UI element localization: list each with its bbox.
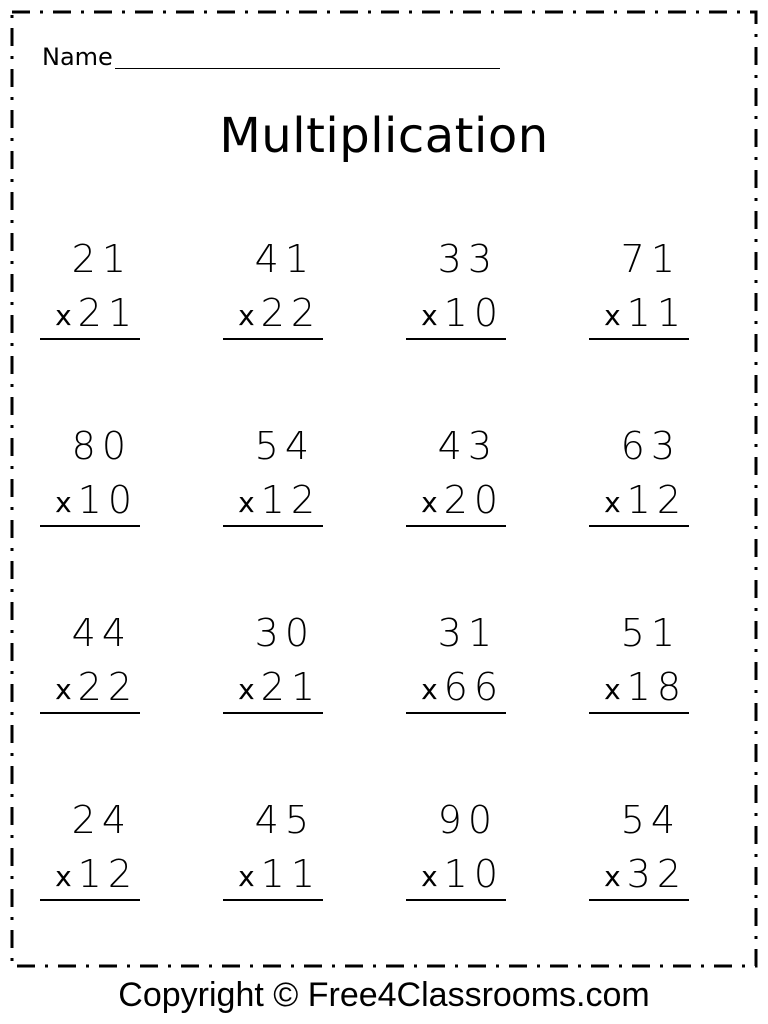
problem-bottom-number: 10 xyxy=(443,291,504,335)
problem-bottom-number: 21 xyxy=(260,665,321,709)
problem-top-number: 80 xyxy=(71,424,132,468)
times-sign: x xyxy=(238,673,255,706)
problem-top-number: 41 xyxy=(254,237,315,281)
problem-9 xyxy=(40,611,140,714)
problem-15 xyxy=(406,798,506,901)
answer-line[interactable] xyxy=(40,525,140,527)
problem-top-number: 71 xyxy=(620,237,681,281)
answer-line[interactable] xyxy=(589,899,689,901)
problem-top-number: 54 xyxy=(620,798,681,842)
problem-top-number: 21 xyxy=(71,237,132,281)
problem-bottom-number: 21 xyxy=(77,291,138,335)
answer-line[interactable] xyxy=(223,899,323,901)
answer-line[interactable] xyxy=(223,712,323,714)
problem-top-number: 54 xyxy=(254,424,315,468)
times-sign: x xyxy=(238,860,255,893)
problem-bottom-number: 20 xyxy=(443,478,504,522)
problem-7 xyxy=(406,424,506,527)
answer-line[interactable] xyxy=(40,899,140,901)
problem-5 xyxy=(40,424,140,527)
problem-top-number: 31 xyxy=(437,611,498,655)
problem-12 xyxy=(589,611,689,714)
answer-line[interactable] xyxy=(589,338,689,340)
problem-top-number: 33 xyxy=(437,237,498,281)
answer-line[interactable] xyxy=(406,338,506,340)
times-sign: x xyxy=(421,299,438,332)
problem-bottom-number: 32 xyxy=(626,852,687,896)
problem-4 xyxy=(589,237,689,340)
problem-bottom-number: 18 xyxy=(626,665,687,709)
problem-top-number: 44 xyxy=(71,611,132,655)
problem-bottom-number: 12 xyxy=(260,478,321,522)
copyright-footer: Copyright © Free4Classrooms.com xyxy=(118,976,650,1014)
problem-13 xyxy=(40,798,140,901)
times-sign: x xyxy=(238,299,255,332)
problem-1 xyxy=(40,237,140,340)
problem-3 xyxy=(406,237,506,340)
problem-bottom-number: 12 xyxy=(626,478,687,522)
times-sign: x xyxy=(55,486,72,519)
problem-top-number: 51 xyxy=(620,611,681,655)
problem-6 xyxy=(223,424,323,527)
times-sign: x xyxy=(604,486,621,519)
answer-line[interactable] xyxy=(40,712,140,714)
problem-2 xyxy=(223,237,323,340)
problem-top-number: 30 xyxy=(254,611,315,655)
times-sign: x xyxy=(421,673,438,706)
answer-line[interactable] xyxy=(40,338,140,340)
answer-line[interactable] xyxy=(406,899,506,901)
answer-line[interactable] xyxy=(223,338,323,340)
times-sign: x xyxy=(421,860,438,893)
problem-10 xyxy=(223,611,323,714)
problem-bottom-number: 12 xyxy=(77,852,138,896)
answer-line[interactable] xyxy=(589,712,689,714)
problem-11 xyxy=(406,611,506,714)
answer-line[interactable] xyxy=(223,525,323,527)
times-sign: x xyxy=(421,486,438,519)
name-label: Name xyxy=(42,43,113,71)
problem-bottom-number: 10 xyxy=(77,478,138,522)
problem-16 xyxy=(589,798,689,901)
times-sign: x xyxy=(55,673,72,706)
times-sign: x xyxy=(604,673,621,706)
problem-bottom-number: 10 xyxy=(443,852,504,896)
times-sign: x xyxy=(55,299,72,332)
problem-bottom-number: 11 xyxy=(626,291,687,335)
problem-bottom-number: 66 xyxy=(443,665,504,709)
problem-bottom-number: 22 xyxy=(260,291,321,335)
times-sign: x xyxy=(604,860,621,893)
problem-top-number: 45 xyxy=(254,798,315,842)
times-sign: x xyxy=(604,299,621,332)
problem-bottom-number: 11 xyxy=(260,852,321,896)
problem-14 xyxy=(223,798,323,901)
answer-line[interactable] xyxy=(406,712,506,714)
times-sign: x xyxy=(238,486,255,519)
page-title: Multiplication xyxy=(219,108,549,164)
problem-bottom-number: 22 xyxy=(77,665,138,709)
answer-line[interactable] xyxy=(406,525,506,527)
answer-line[interactable] xyxy=(589,525,689,527)
problem-top-number: 90 xyxy=(437,798,498,842)
problem-top-number: 63 xyxy=(620,424,681,468)
problem-top-number: 43 xyxy=(437,424,498,468)
problem-8 xyxy=(589,424,689,527)
problem-top-number: 24 xyxy=(71,798,132,842)
times-sign: x xyxy=(55,860,72,893)
